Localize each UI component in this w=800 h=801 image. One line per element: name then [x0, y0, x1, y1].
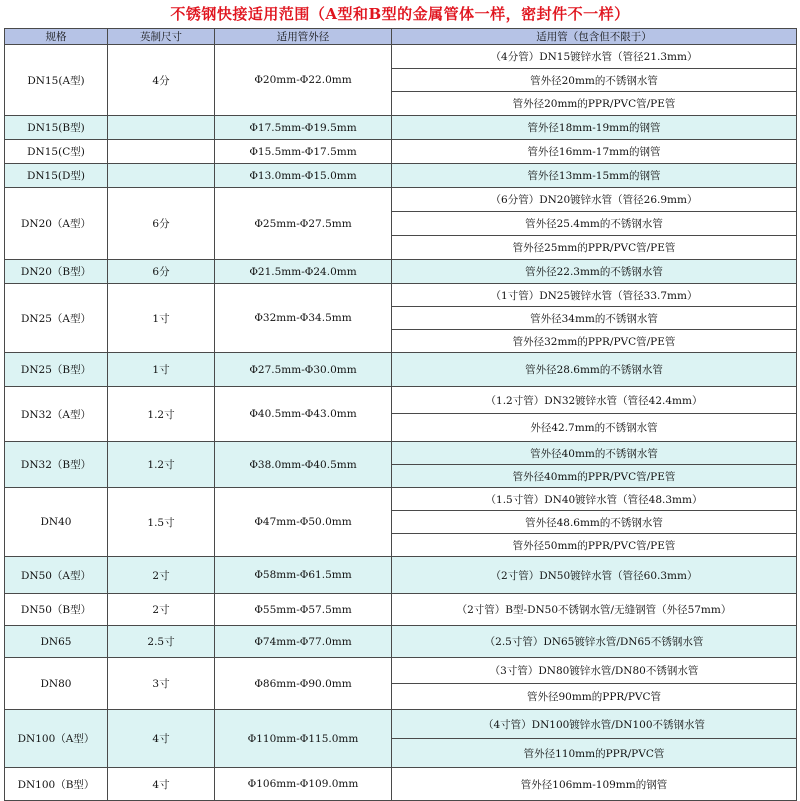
- cell-outer-diameter: Φ27.5mm-Φ30.0mm: [215, 353, 392, 387]
- cell-applicable-pipe: 管外径25.4mm的不锈钢水管: [392, 212, 797, 236]
- header-spec: 规格: [5, 29, 108, 45]
- cell-spec: DN20（A型）: [5, 188, 108, 260]
- cell-applicable-pipe: 管外径22.3mm的不锈钢水管: [392, 260, 797, 284]
- cell-applicable-pipe: 管外径20mm的不锈钢水管: [392, 69, 797, 92]
- cell-applicable-pipe: 管外径50mm的PPR/PVC管/PE管: [392, 534, 797, 557]
- table-row: [5, 768, 797, 801]
- cell-applicable-pipe: 管外径25mm的PPR/PVC管/PE管: [392, 236, 797, 260]
- table-row: [5, 284, 797, 307]
- cell-spec: DN32（B型）: [5, 442, 108, 488]
- table-row: [5, 442, 797, 465]
- cell-outer-diameter: Φ13.0mm-Φ15.0mm: [215, 164, 392, 188]
- cell-spec: DN40: [5, 488, 108, 557]
- cell-imperial-size: 1.2寸: [108, 387, 215, 442]
- cell-applicable-pipe: （2.5寸管）DN65镀锌水管/DN65不锈钢水管: [392, 626, 797, 658]
- cell-outer-diameter: Φ86mm-Φ90.0mm: [215, 658, 392, 710]
- cell-applicable-pipe: （2寸管）B型-DN50不锈钢水管/无缝钢管（外径57mm）: [392, 594, 797, 626]
- table-row: [5, 710, 797, 739]
- cell-outer-diameter: Φ110mm-Φ115.0mm: [215, 710, 392, 768]
- header-outer-diameter: 适用管外径: [215, 29, 392, 45]
- cell-applicable-pipe: （4寸管）DN100镀锌水管/DN100不锈钢水管: [392, 710, 797, 739]
- table-row: [5, 658, 797, 684]
- cell-applicable-pipe: 管外径16mm-17mm的钢管: [392, 140, 797, 164]
- table-row: [5, 116, 797, 140]
- header-applicable-pipes: 适用管（包含但不限于）: [392, 29, 797, 45]
- cell-applicable-pipe: （3寸管）DN80镀锌水管/DN80不锈钢水管: [392, 658, 797, 684]
- cell-outer-diameter: Φ55mm-Φ57.5mm: [215, 594, 392, 626]
- table-row: [5, 353, 797, 387]
- table-row: [5, 260, 797, 284]
- cell-outer-diameter: Φ25mm-Φ27.5mm: [215, 188, 392, 260]
- cell-spec: DN50（A型）: [5, 557, 108, 594]
- spec-table: [4, 28, 797, 801]
- table-body: [5, 45, 797, 801]
- cell-spec: DN25（B型）: [5, 353, 108, 387]
- cell-imperial-size: 6分: [108, 260, 215, 284]
- cell-imperial-size: 3寸: [108, 658, 215, 710]
- cell-imperial-size: 2寸: [108, 557, 215, 594]
- cell-imperial-size: 1寸: [108, 284, 215, 353]
- cell-applicable-pipe: 管外径48.6mm的不锈钢水管: [392, 511, 797, 534]
- cell-imperial-size: 2寸: [108, 594, 215, 626]
- table-row: [5, 188, 797, 212]
- cell-applicable-pipe: 管外径28.6mm的不锈钢水管: [392, 353, 797, 387]
- cell-spec: DN15(A型): [5, 45, 108, 116]
- cell-applicable-pipe: 管外径18mm-19mm的钢管: [392, 116, 797, 140]
- cell-imperial-size: [108, 140, 215, 164]
- cell-applicable-pipe: 管外径40mm的不锈钢水管: [392, 442, 797, 465]
- cell-spec: DN80: [5, 658, 108, 710]
- cell-imperial-size: [108, 116, 215, 140]
- cell-applicable-pipe: （6分管）DN20镀锌水管（管径26.9mm）: [392, 188, 797, 212]
- cell-imperial-size: 1.5寸: [108, 488, 215, 557]
- cell-applicable-pipe: 管外径40mm的PPR/PVC管/PE管: [392, 465, 797, 488]
- cell-applicable-pipe: （1.2寸管）DN32镀锌水管（管径42.4mm）: [392, 387, 797, 414]
- cell-applicable-pipe: 管外径34mm的不锈钢水管: [392, 307, 797, 330]
- table-row: [5, 140, 797, 164]
- cell-imperial-size: 6分: [108, 188, 215, 260]
- cell-imperial-size: 4寸: [108, 768, 215, 801]
- cell-outer-diameter: Φ106mm-Φ109.0mm: [215, 768, 392, 801]
- cell-spec: DN100（B型）: [5, 768, 108, 801]
- table-row: [5, 626, 797, 658]
- cell-spec: DN50（B型）: [5, 594, 108, 626]
- page-title: 不锈钢快接适用范围（A型和B型的金属管体一样，密封件不一样）: [170, 5, 630, 23]
- cell-spec: DN15(B型): [5, 116, 108, 140]
- cell-outer-diameter: Φ40.5mm-Φ43.0mm: [215, 387, 392, 442]
- cell-imperial-size: [108, 164, 215, 188]
- cell-spec: DN65: [5, 626, 108, 658]
- cell-outer-diameter: Φ20mm-Φ22.0mm: [215, 45, 392, 116]
- table-row: [5, 488, 797, 511]
- cell-applicable-pipe: 管外径90mm的PPR/PVC管: [392, 684, 797, 710]
- cell-applicable-pipe: 外径42.7mm的不锈钢水管: [392, 414, 797, 442]
- table-row: [5, 387, 797, 414]
- cell-applicable-pipe: （1.5寸管）DN40镀锌水管（管径48.3mm）: [392, 488, 797, 511]
- cell-outer-diameter: Φ21.5mm-Φ24.0mm: [215, 260, 392, 284]
- cell-applicable-pipe: （2寸管）DN50镀锌水管（管径60.3mm）: [392, 557, 797, 594]
- table-row: [5, 45, 797, 69]
- cell-imperial-size: 4分: [108, 45, 215, 116]
- cell-applicable-pipe: 管外径20mm的PPR/PVC管/PE管: [392, 92, 797, 116]
- cell-outer-diameter: Φ17.5mm-Φ19.5mm: [215, 116, 392, 140]
- cell-spec: DN15(C型): [5, 140, 108, 164]
- header-imperial-size: 英制尺寸: [108, 29, 215, 45]
- cell-imperial-size: 2.5寸: [108, 626, 215, 658]
- table-row: [5, 164, 797, 188]
- table-row: [5, 594, 797, 626]
- cell-imperial-size: 1.2寸: [108, 442, 215, 488]
- cell-applicable-pipe: （1寸管）DN25镀锌水管（管径33.7mm）: [392, 284, 797, 307]
- cell-outer-diameter: Φ74mm-Φ77.0mm: [215, 626, 392, 658]
- cell-applicable-pipe: 管外径106mm-109mm的钢管: [392, 768, 797, 801]
- cell-spec: DN32（A型）: [5, 387, 108, 442]
- cell-spec: DN15(D型): [5, 164, 108, 188]
- cell-applicable-pipe: （4分管）DN15镀锌水管（管径21.3mm）: [392, 45, 797, 69]
- cell-spec: DN25（A型）: [5, 284, 108, 353]
- cell-spec: DN20（B型）: [5, 260, 108, 284]
- cell-spec: DN100（A型）: [5, 710, 108, 768]
- cell-imperial-size: 4寸: [108, 710, 215, 768]
- cell-applicable-pipe: 管外径110mm的PPR/PVC管: [392, 739, 797, 768]
- cell-outer-diameter: Φ32mm-Φ34.5mm: [215, 284, 392, 353]
- cell-imperial-size: 1寸: [108, 353, 215, 387]
- cell-applicable-pipe: 管外径13mm-15mm的钢管: [392, 164, 797, 188]
- cell-outer-diameter: Φ47mm-Φ50.0mm: [215, 488, 392, 557]
- table-header-row: [5, 29, 797, 45]
- cell-applicable-pipe: 管外径32mm的PPR/PVC管/PE管: [392, 330, 797, 353]
- cell-outer-diameter: Φ15.5mm-Φ17.5mm: [215, 140, 392, 164]
- cell-outer-diameter: Φ58mm-Φ61.5mm: [215, 557, 392, 594]
- cell-outer-diameter: Φ38.0mm-Φ40.5mm: [215, 442, 392, 488]
- table-row: [5, 557, 797, 594]
